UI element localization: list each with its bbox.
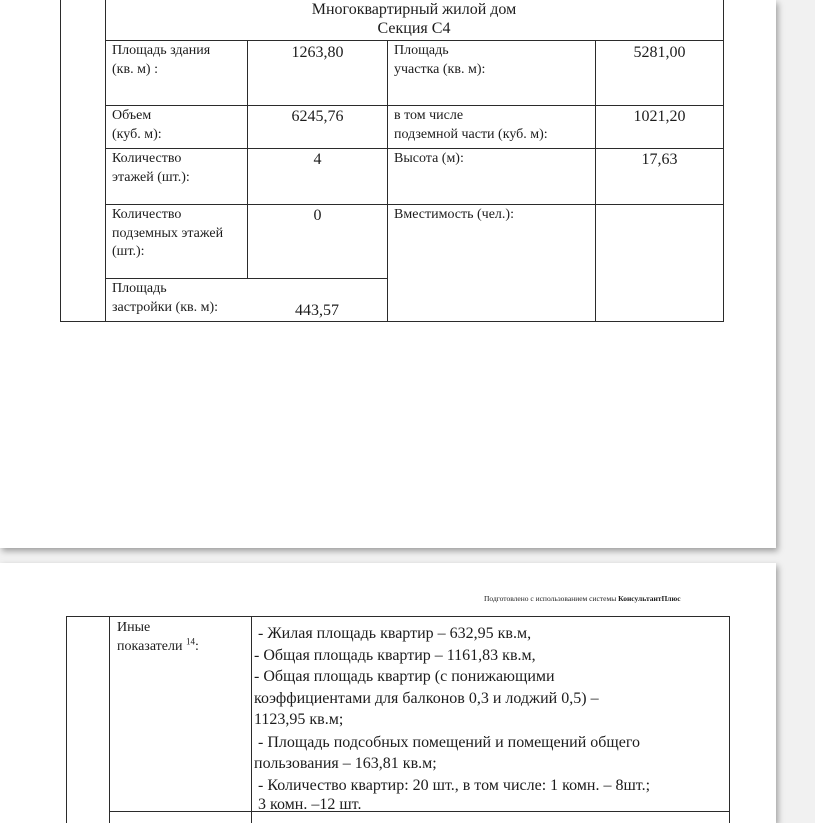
plot-area-value: 5281,00 xyxy=(633,44,686,61)
plot-area-label xyxy=(394,42,485,79)
underground-volume-value: 1021,20 xyxy=(633,108,686,125)
floors-label xyxy=(112,150,190,187)
volume-label-line2: (куб. м): xyxy=(112,126,162,142)
indicator-line-4: коэффициентами для балконов 0,3 и лоджий 0,5) – xyxy=(254,690,599,707)
table2-divider xyxy=(251,616,252,823)
underground-floors-label xyxy=(112,206,223,262)
document-page-2 xyxy=(0,563,776,823)
table-divider-col3 xyxy=(387,40,388,322)
footprint-label xyxy=(112,280,218,317)
other-indicators-label xyxy=(117,619,199,656)
table2-rule-top xyxy=(66,616,729,617)
indicator-line-1: - Жилая площадь квартир – 632,95 кв.м, xyxy=(258,625,532,642)
floors-label-line1: Количество xyxy=(112,151,182,166)
table2-border-right xyxy=(729,616,730,823)
section-title xyxy=(105,0,723,38)
other-indicators-label-line1: Иные xyxy=(117,620,151,635)
table2-rule-bottom xyxy=(109,811,729,812)
indicator-line-2: - Общая площадь квартир – 1161,83 кв.м, xyxy=(254,647,536,664)
table-border-right xyxy=(723,0,724,322)
volume-value: 6245,76 xyxy=(291,108,344,125)
plot-area-label-line1: Площадь xyxy=(394,43,449,58)
height-value: 17,63 xyxy=(641,151,678,168)
underground-floors-label-line3: (шт.): xyxy=(112,244,145,259)
building-area-label-line2: (кв. м) : xyxy=(112,61,158,77)
underground-floors-label-line2: подземных этажей xyxy=(112,225,224,241)
indicator-line-5: 1123,95 кв.м; xyxy=(254,711,344,728)
table-rule-row1 xyxy=(105,105,723,106)
table-rule-row3 xyxy=(105,204,723,205)
building-area-label xyxy=(112,42,210,79)
section-title-line2: Секция С4 xyxy=(377,20,451,37)
indicator-line-7: пользования – 163,81 кв.м; xyxy=(254,755,437,772)
volume-label xyxy=(112,107,162,144)
table-rule-title xyxy=(105,40,723,41)
table-border-inner-left xyxy=(105,0,106,322)
indicator-line-3: - Общая площадь квартир (с понижающими xyxy=(254,668,555,685)
section-title-line1: Многоквартирный жилой дом xyxy=(311,1,517,18)
table-divider-col4 xyxy=(595,40,596,322)
footprint-label-line1: Площадь xyxy=(112,281,167,296)
table-rule-bottom xyxy=(60,321,723,322)
floors-label-line2: этажей (шт.): xyxy=(112,169,190,185)
other-indicators-label-colon: : xyxy=(195,638,199,654)
underground-volume-label-line1: в том числе xyxy=(394,108,464,123)
capacity-label: Вместимость (чел.): xyxy=(394,207,514,222)
table-border-left xyxy=(60,0,61,322)
underground-volume-label-line2: подземной части (куб. м): xyxy=(394,126,548,142)
plot-area-label-line2: участка (кв. м): xyxy=(394,61,486,77)
underground-floors-label-line1: Количество xyxy=(112,207,182,222)
page-header-prefix: Подготовлено с использованием системы xyxy=(484,594,619,603)
building-area-label-line1: Площадь здания xyxy=(112,43,211,58)
page-header-note xyxy=(484,594,681,603)
other-indicators-label-word: показатели xyxy=(117,638,183,654)
building-area-value: 1263,80 xyxy=(291,44,344,61)
table2-border-inner-left xyxy=(109,616,110,823)
indicator-line-9: 3 комн. –12 шт. xyxy=(258,796,362,813)
indicator-line-8: - Количество квартир: 20 шт., в том числе: 1 комн. – 8шт.; xyxy=(258,777,651,794)
table-rule-row2 xyxy=(105,148,723,149)
volume-label-line1: Объем xyxy=(112,108,152,123)
footnote-ref: 14 xyxy=(186,635,195,646)
footprint-value: 443,57 xyxy=(295,302,339,319)
table-rule-row4 xyxy=(105,278,387,279)
footprint-label-line2: застройки (кв. м): xyxy=(112,299,219,315)
indicator-line-6: - Площадь подсобных помещений и помещений общего xyxy=(258,734,640,751)
underground-floors-value: 0 xyxy=(313,207,322,224)
table2-border-left xyxy=(66,616,67,823)
page-header-brand: КонсультантПлюс xyxy=(618,594,681,603)
floors-value: 4 xyxy=(313,151,322,168)
other-indicators-label-line2 xyxy=(117,635,199,657)
height-label: Высота (м): xyxy=(394,151,464,166)
underground-volume-label xyxy=(394,107,548,144)
